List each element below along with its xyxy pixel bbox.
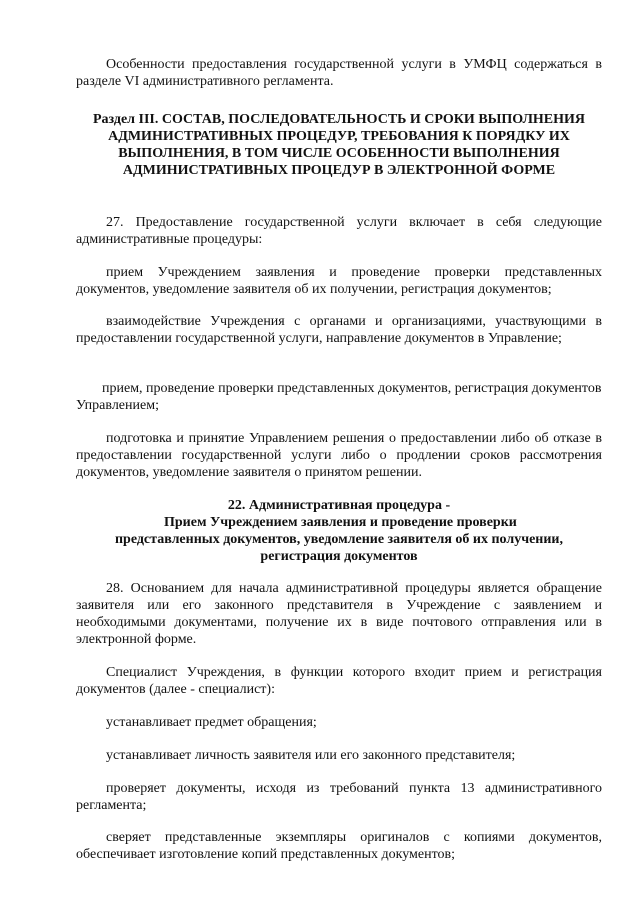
subheading-line-3: представленных документов, уведомление заявителя об их получении, [114,532,564,547]
specialist-action-1: устанавливает предмет обращения; [106,715,317,730]
intro-paragraph: Особенности предоставления государственной услуги в УМФЦ содержаться в разделе VI административного регламента. [76,57,602,89]
subheading-line-2: Прием Учреждением заявления и проведение проверки [164,515,517,530]
specialist-intro: Специалист Учреждения, в функции которого входит прием и регистрация документов (далее - специалист): [76,665,602,697]
procedure-item-1: прием Учреждением заявления и проведение проверки представленных документов, уведомление заявителя об их получении, регистрация документов; [76,265,602,297]
paragraph-28: 28. Основанием для начала административной процедуры является обращение заявителя или его законного представителя в Учреждение с заявлением и необходимыми документами, получение их в виде почтового отправления или в электронной форме. [76,581,602,647]
subheading-line-1: 22. Административная процедура - [227,498,451,513]
subheading-line-4: регистрация документов [260,549,418,564]
specialist-action-4: сверяет представленные экземпляры оригиналов с копиями документов, обеспечивает изготовление копий представленных документов; [76,830,602,862]
procedure-subheading [76,497,602,565]
procedure-item-2: взаимодействие Учреждения с органами и организациями, участвующими в предоставлении государственной услуги, направление документов в Управление; [76,314,602,346]
specialist-action-2: устанавливает личность заявителя или его законного представителя; [106,748,516,763]
specialist-action-3: проверяет документы, исходя из требований пункта 13 административного регламента; [76,781,602,813]
procedure-item-3: прием, проведение проверки представленных документов, регистрация документов Управлением; [76,381,602,413]
paragraph-27: 27. Предоставление государственной услуги включает в себя следующие административные процедуры: [76,215,602,247]
section-heading: Раздел III. СОСТАВ, ПОСЛЕДОВАТЕЛЬНОСТЬ И СРОКИ ВЫПОЛНЕНИЯ АДМИНИСТРАТИВНЫХ ПРОЦЕДУР, ТРЕБОВАНИЯ К ПОРЯДКУ ИХ ВЫПОЛНЕНИЯ, В ТОМ ЧИСЛЕ ОСОБЕННОСТИ ВЫПОЛНЕНИЯ АДМИНИСТРАТИВНЫХ ПРОЦЕДУР В ЭЛЕКТРОННОЙ ФОРМЕ [92,112,586,178]
procedure-item-4: подготовка и принятие Управлением решения о предоставлении либо об отказе в предоставлении государственной услуги либо о продлении сроков рассмотрения документов, уведомление заявителя о принятом решении. [76,431,602,480]
